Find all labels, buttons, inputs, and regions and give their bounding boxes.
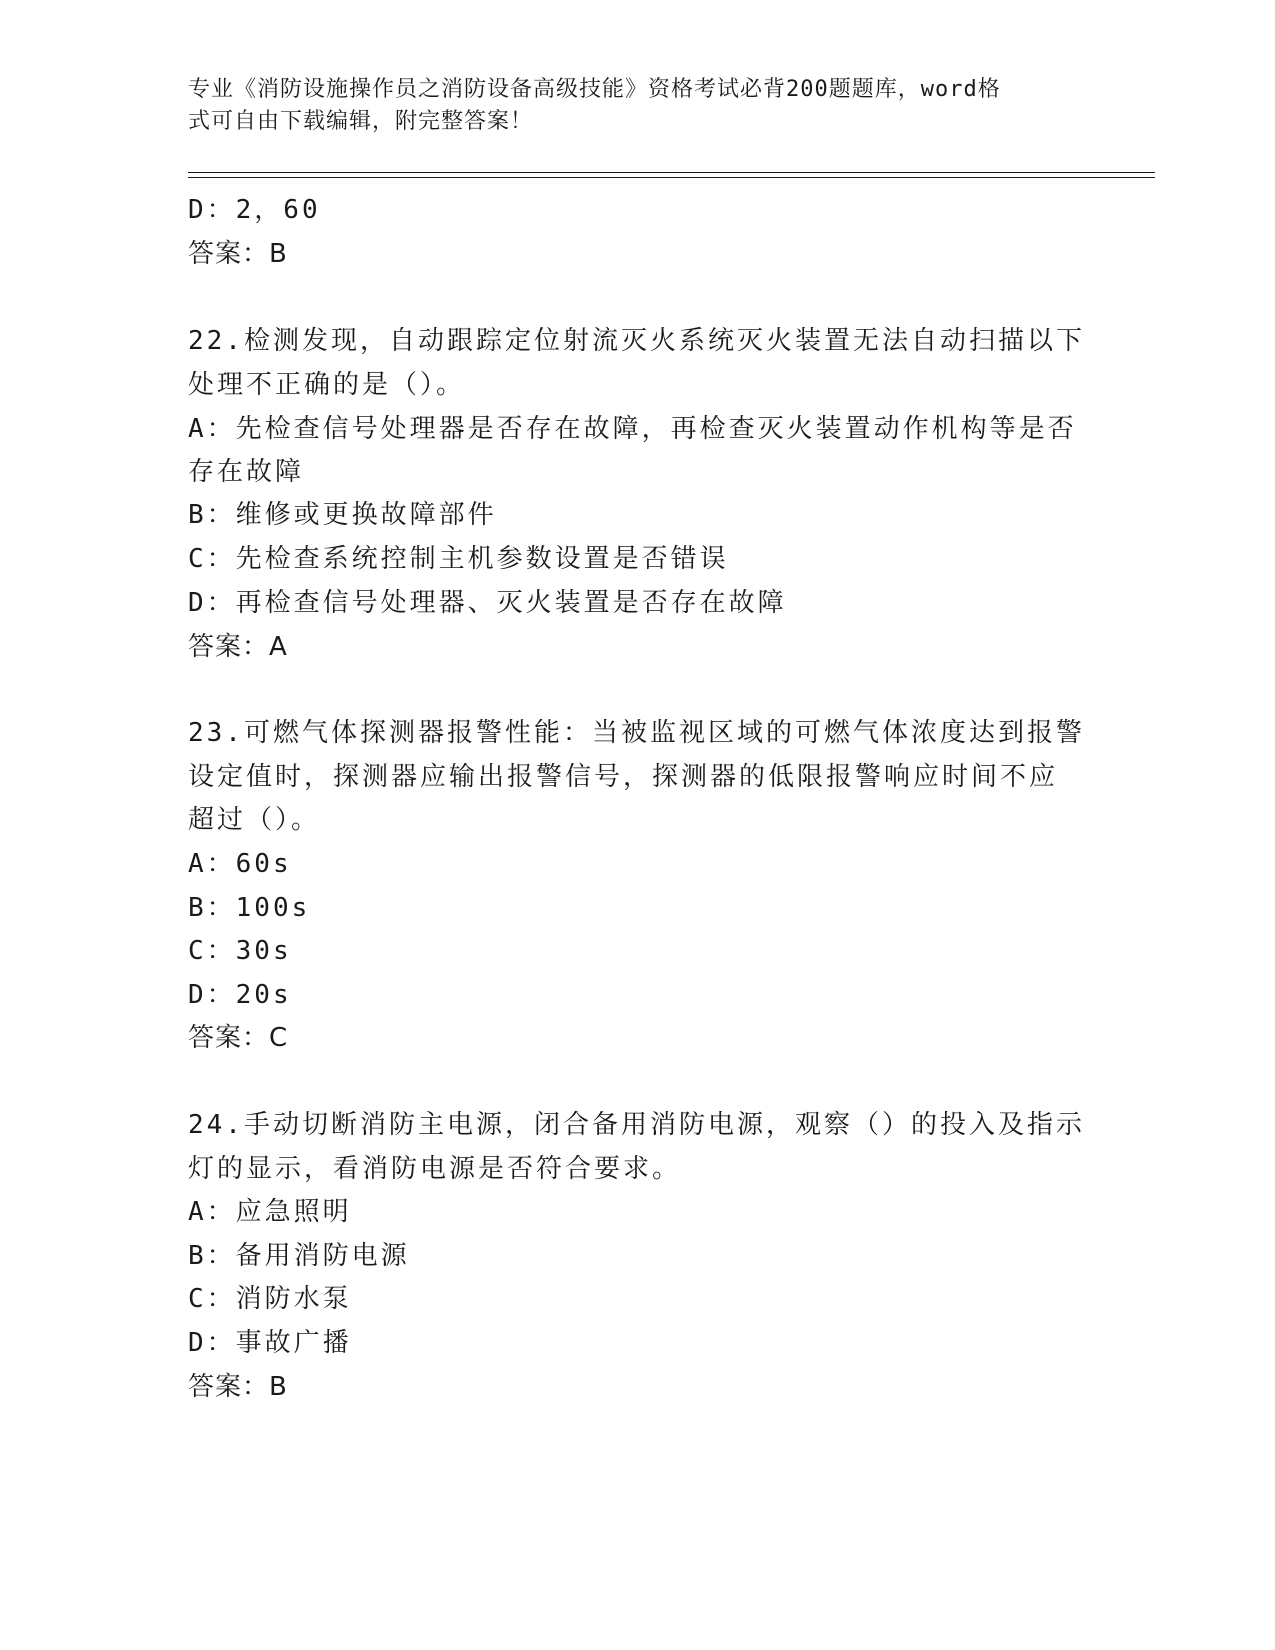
option-c: C：先检查系统控制主机参数设置是否错误 [188, 544, 729, 574]
option-d: D：事故广播 [188, 1328, 352, 1358]
question-stem-line: 设定值时，探测器应输出报警信号，探测器的低限报警响应时间不应 [188, 762, 1059, 792]
option-d: D：20s [188, 980, 292, 1010]
answer: 答案：A [188, 632, 288, 662]
option-d: D：再检查信号处理器、灭火装置是否存在故障 [188, 588, 787, 618]
question-stem-line: 22.检测发现，自动跟踪定位射流灭火系统灭火装置无法自动扫描以下 [188, 326, 1085, 356]
header-line-1: 专业《消防设施操作员之消防设备高级技能》资格考试必背200题题库，word格 [188, 77, 1001, 102]
answer: 答案：C [188, 1023, 289, 1053]
option-a: A：先检查信号处理器是否存在故障，再检查灭火装置动作机构等是否 [188, 414, 1077, 444]
question-stem-line: 23.可燃气体探测器报警性能：当被监视区域的可燃气体浓度达到报警 [188, 718, 1085, 748]
question-stem-line: 处理不正确的是（）。 [188, 370, 466, 400]
prev-answer: 答案：B [188, 239, 288, 269]
document-header [188, 74, 1088, 138]
question-stem-line: 超过（）。 [188, 805, 321, 835]
header-line-2: 式可自由下载编辑，附完整答案！ [188, 109, 534, 134]
question-stem-line: 24.手动切断消防主电源，闭合备用消防电源，观察（）的投入及指示 [188, 1110, 1085, 1140]
option-c: C：30s [188, 936, 292, 966]
option-b: B：100s [188, 893, 311, 923]
option-b: B：备用消防电源 [188, 1241, 410, 1271]
prev-option-d: D：2，60 [188, 195, 321, 225]
option-c: C：消防水泵 [188, 1284, 352, 1314]
question-stem-line: 灯的显示，看消防电源是否符合要求。 [188, 1154, 682, 1184]
option-a: A：60s [188, 849, 292, 879]
header-rule-bottom [188, 177, 1155, 178]
option-a-continued: 存在故障 [188, 457, 305, 487]
option-b: B：维修或更换故障部件 [188, 500, 497, 530]
option-a: A：应急照明 [188, 1197, 352, 1227]
answer: 答案：B [188, 1372, 288, 1402]
header-rule-top [188, 172, 1155, 173]
